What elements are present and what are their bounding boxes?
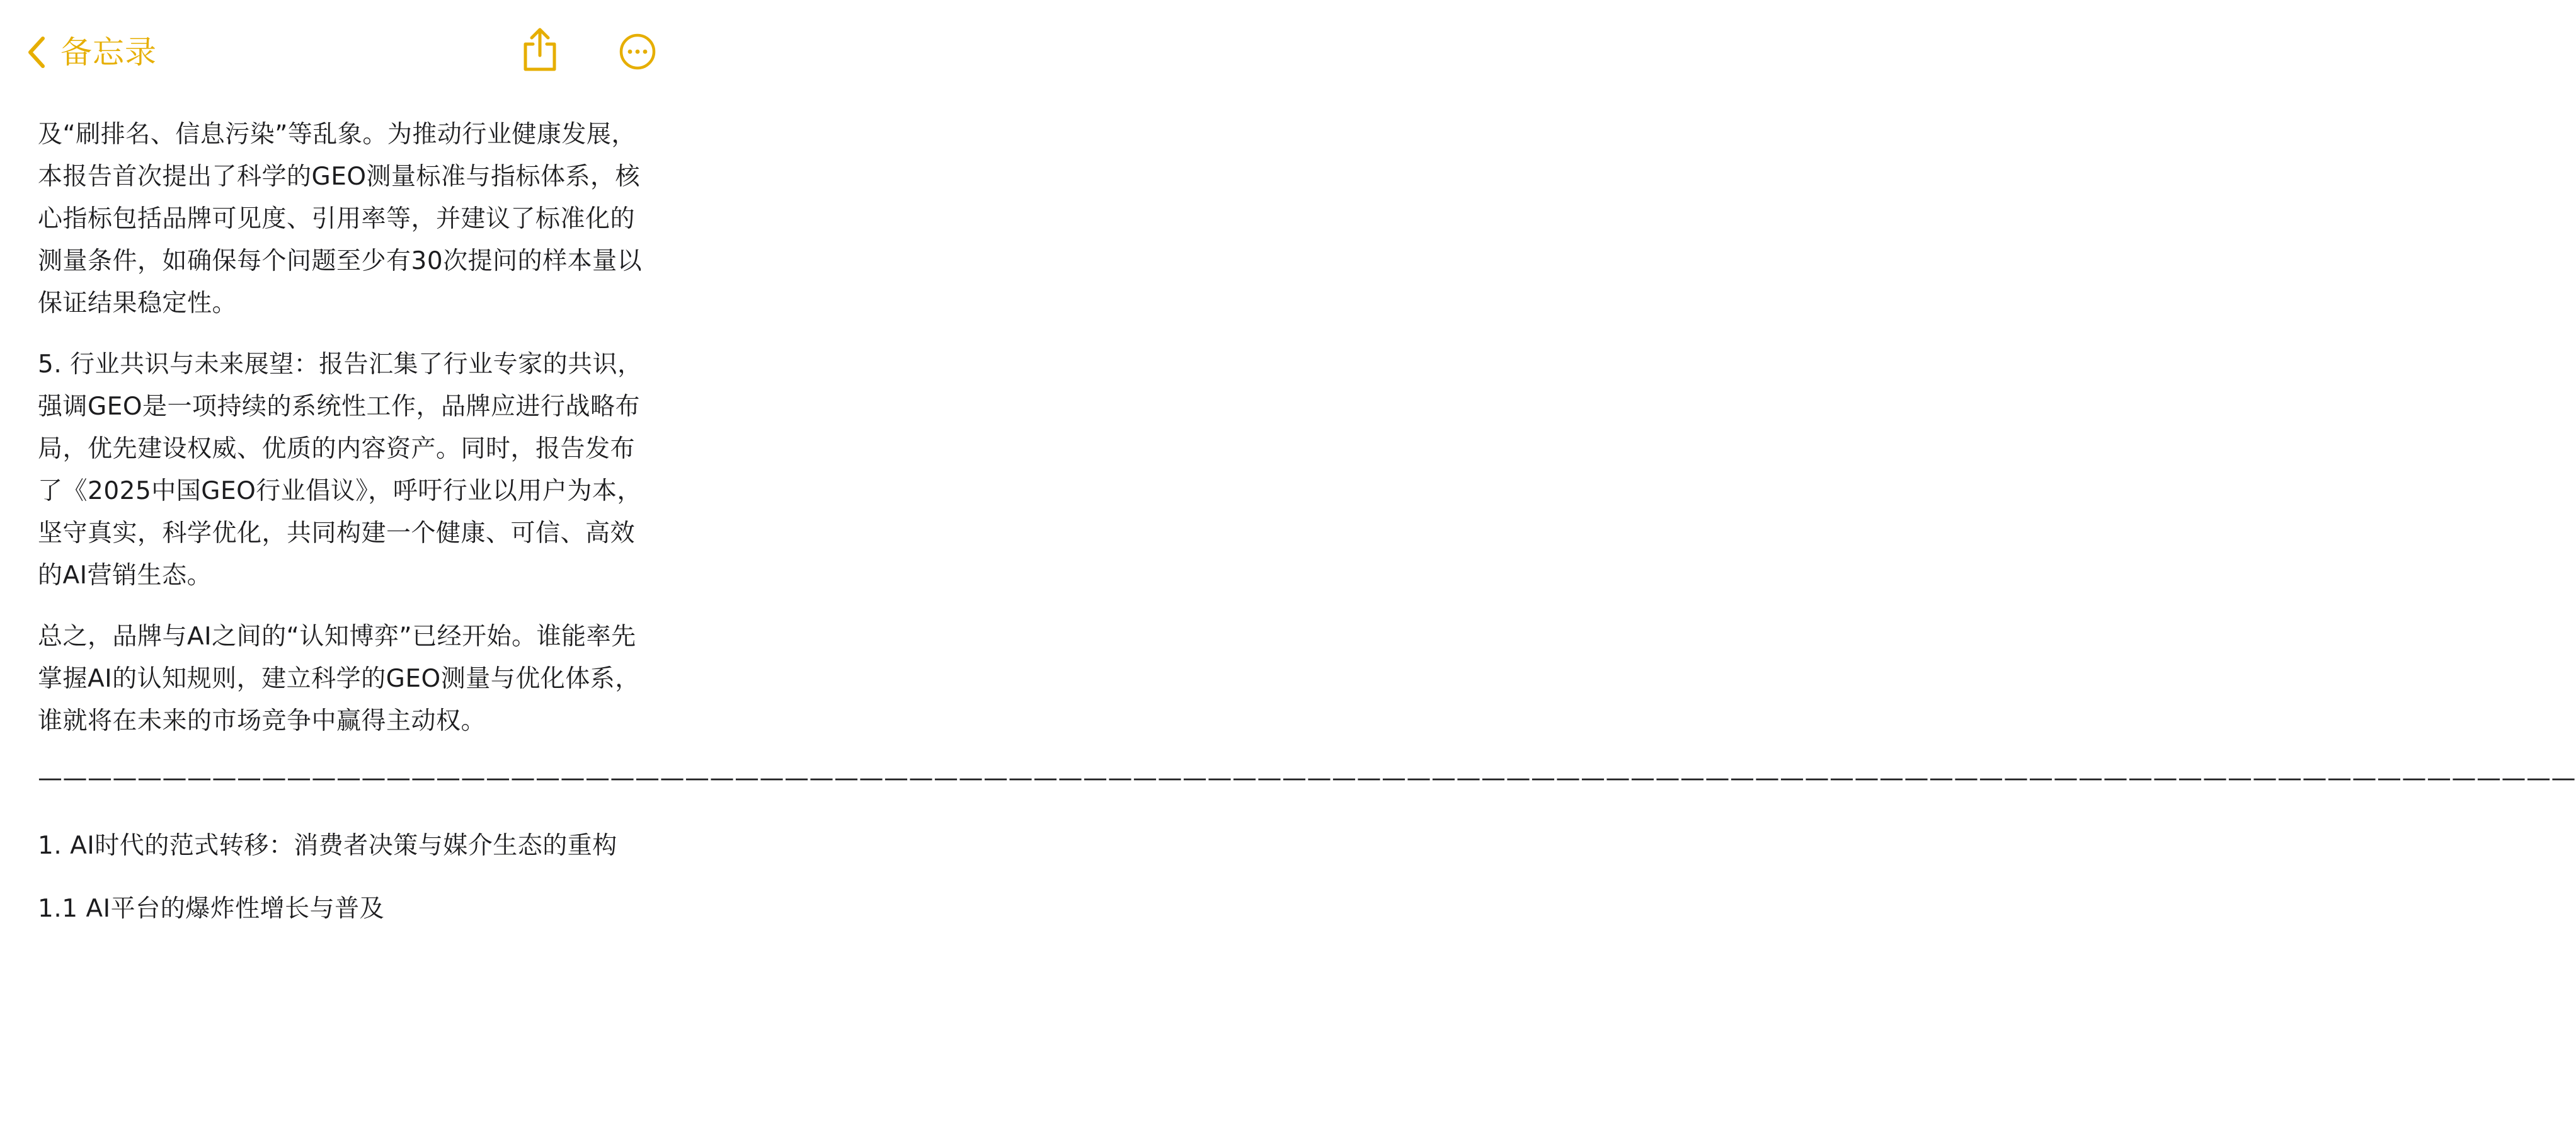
note-paragraph: 5. 行业共识与未来展望：报告汇集了行业专家的共识，强调GEO是一项持续的系统性工作，品牌应进行战略布局，优先建设权威、优质的内容资产。同时，报告发布了《2025中国GEO行业倡议》，呼吁行业以用户为本，坚守真实，科学优化，共同构建一个健康、可信、高效的AI营销生态。: [38, 350, 643, 590]
section-heading: 1. AI时代的范式转移：消费者决策与媒介生态的重构: [38, 832, 617, 860]
subsection-heading: 1.1 AI平台的爆炸性增长与普及: [38, 895, 385, 923]
more-button[interactable]: [619, 33, 656, 71]
note-body[interactable]: [38, 113, 2576, 950]
dash-divider: ——————————————————————————————————————————————————————————————————————————————————————————————————————: [38, 764, 2576, 793]
back-label: 备忘录: [60, 34, 157, 71]
ellipsis-circle-icon: [619, 33, 656, 71]
navigation-bar: [0, 0, 680, 104]
note-paragraph: 总之，品牌与AI之间的“认知博弈”已经开始。谁能率先掌握AI的认知规则，建立科学的GEO测量与优化体系，谁就将在未来的市场竞争中赢得主动权。: [38, 622, 640, 735]
note-paragraph: 及“刷排名、信息污染”等乱象。为推动行业健康发展，本报告首次提出了科学的GEO测量标准与指标体系，核心指标包括品牌可见度、引用率等，并建议了标准化的测量条件，如确保每个问题至少有30次提问的样本量以保证结果稳定性。: [38, 120, 643, 318]
share-button[interactable]: [520, 26, 559, 72]
chevron-left-icon: [25, 35, 47, 70]
share-icon: [520, 26, 559, 72]
back-button[interactable]: [25, 30, 157, 74]
